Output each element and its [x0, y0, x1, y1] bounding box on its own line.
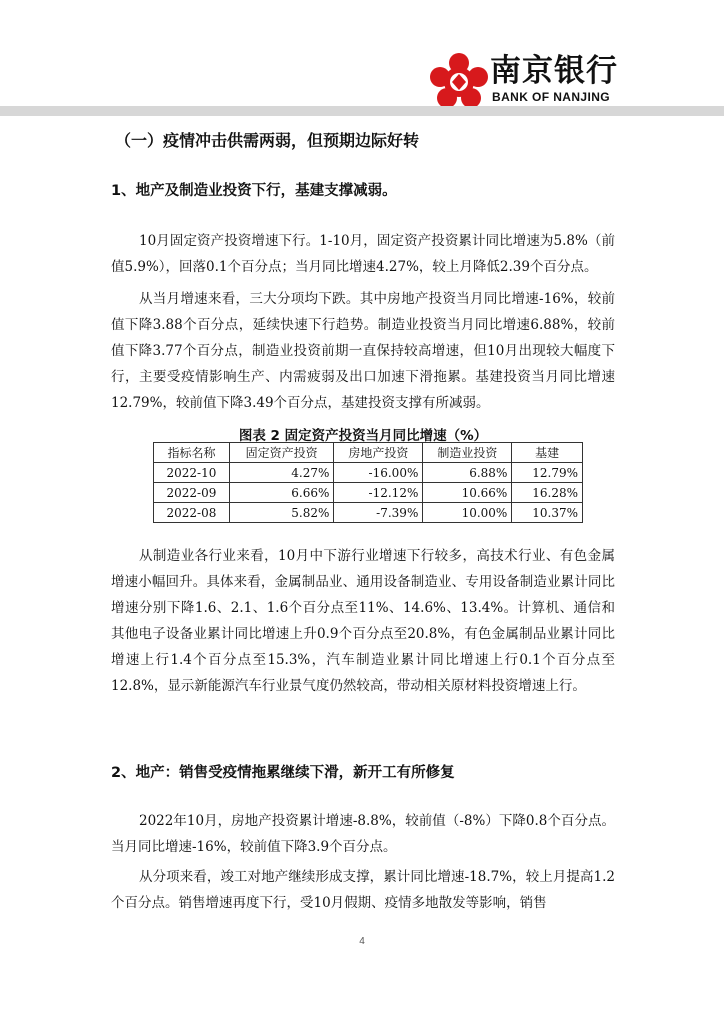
brand-name-en: BANK OF NANJING: [492, 90, 611, 104]
table-cell: 10.00%: [423, 503, 512, 523]
table-cell: 10.66%: [423, 483, 512, 503]
table-header-cell: 房地产投资: [334, 443, 423, 463]
table-row: [154, 483, 583, 503]
table-header-cell: 基建: [512, 443, 583, 463]
paragraph-three-components: 从当月增速来看，三大分项均下跌。其中房地产投资当月同比增速-16%，较前值下降3.88个百分点，延续快速下行趋势。制造业投资当月同比增速6.88%，较前值下降3.77个百分点，制造业投资前期一直保持较高增速，但10月出现较大幅度下行，主要受疫情影响生产、内需疲弱及出口加速下滑拖累。基建投资当月同比增速12.79%，较前值下降3.49个百分点，基建投资支撑有所减弱。: [111, 291, 615, 411]
paragraph-real-estate-components: 从分项来看，竣工对地产继续形成支撑，累计同比增速-18.7%，较上月提高1.2个百分点。销售增速再度下行，受10月假期、疫情多地散发等影响，销售: [111, 869, 615, 911]
subsection-2-heading: 2、地产：销售受疫情拖累继续下滑，新开工有所修复: [111, 765, 455, 781]
table-cell: 6.88%: [423, 463, 512, 483]
subsection-1-heading: 1、地产及制造业投资下行，基建支撑减弱。: [111, 183, 397, 199]
table-cell: -16.00%: [334, 463, 423, 483]
table-row: [154, 503, 583, 523]
table-header-cell: 制造业投资: [423, 443, 512, 463]
table-cell: 10.37%: [512, 503, 583, 523]
table-header-cell: 指标名称: [154, 443, 230, 463]
header-rule: [0, 106, 724, 116]
table-header-cell: 固定资产投资: [229, 443, 333, 463]
bank-logo-icon: [428, 52, 490, 110]
section-title: （一）疫情冲击供需两弱，但预期边际好转: [115, 131, 420, 150]
table-cell: 2022-10: [154, 463, 230, 483]
investment-growth-table: [153, 442, 583, 523]
paragraph-real-estate-overview: 2022年10月，房地产投资累计增速-8.8%，较前值（-8%）下降0.8个百分点。当月同比增速-16%，较前值下降3.9个百分点。: [111, 813, 615, 855]
table-cell: 2022-08: [154, 503, 230, 523]
page-number: 4: [359, 936, 365, 947]
table-header-row: [154, 443, 583, 463]
brand-name-cn: 南京银行: [490, 53, 618, 89]
table-cell: -12.12%: [334, 483, 423, 503]
table-row: [154, 463, 583, 483]
table-cell: -7.39%: [334, 503, 423, 523]
table-cell: 5.82%: [229, 503, 333, 523]
table-cell: 6.66%: [229, 483, 333, 503]
paragraph-manufacturing-sectors: 从制造业各行业来看，10月中下游行业增速下行较多，高技术行业、有色金属增速小幅回升。具体来看，金属制品业、通用设备制造业、专用设备制造业累计同比增速分别下降1.6、2.1、1.6个百分点至11%、14.6%、13.4%。计算机、通信和其他电子设备业累计同比增速上升0.9个百分点至20.8%，有色金属制品业累计同比增速上行1.4个百分点至15.3%，汽车制造业累计同比增速上行0.1个百分点至12.8%，显示新能源汽车行业景气度仍然较高，带动相关原材料投资增速上行。: [111, 548, 615, 694]
table-cell: 2022-09: [154, 483, 230, 503]
paragraph-fixed-asset-overview: 10月固定资产投资增速下行。1-10月，固定资产投资累计同比增速为5.8%（前值5.9%），回落0.1个百分点；当月同比增速4.27%，较上月降低2.39个百分点。: [111, 233, 615, 275]
table-cell: 12.79%: [512, 463, 583, 483]
table-caption: 图表 2 固定资产投资当月同比增速（%）: [238, 428, 488, 444]
table-cell: 16.28%: [512, 483, 583, 503]
table-cell: 4.27%: [229, 463, 333, 483]
